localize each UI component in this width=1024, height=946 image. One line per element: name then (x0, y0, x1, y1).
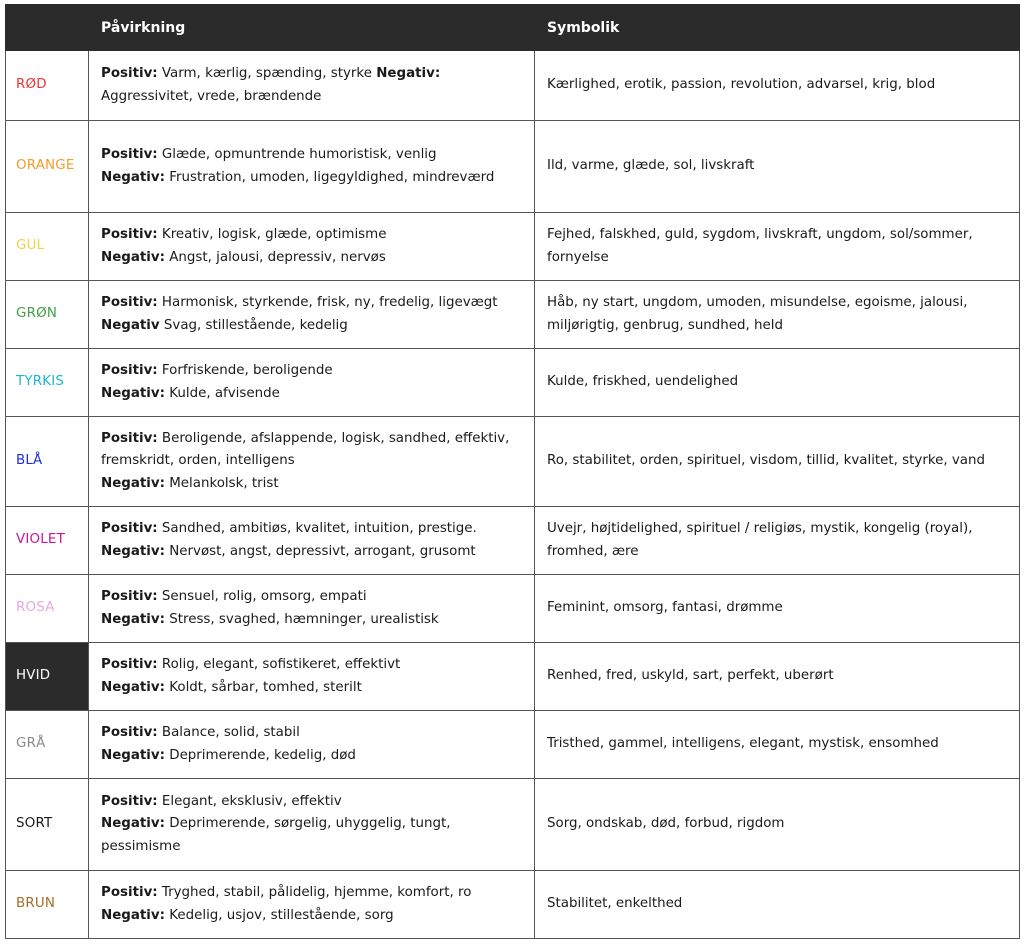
color-name: HVID (6, 643, 89, 711)
positive-text: Forfriskende, beroligende (157, 363, 333, 378)
negative-text: Kedelig, usjov, stillestående, sorg (165, 907, 394, 923)
table-row (6, 121, 1020, 213)
positive-label: Positiv: (101, 295, 158, 310)
color-name: SORT (6, 779, 89, 871)
positive-label: Positiv: (101, 363, 158, 378)
header-row (6, 5, 1020, 51)
color-name: RØD (6, 51, 89, 121)
color-name: GUL (6, 213, 89, 281)
negative-text: Svag, stillestående, kedelig (159, 317, 348, 333)
pavirkning-cell (89, 281, 535, 349)
negative-label: Negativ (101, 317, 160, 333)
symbolik-cell: Stabilitet, enkelthed (535, 871, 1020, 939)
positive-text: Sandhed, ambitiøs, kvalitet, intuition, prestige. (157, 521, 477, 536)
negative-text: Nervøst, angst, depressivt, arrogant, grusomt (165, 543, 476, 559)
table-row (6, 643, 1020, 711)
symbolik-cell: Sorg, ondskab, død, forbud, rigdom (535, 779, 1020, 871)
symbolik-cell: Fejhed, falskhed, guld, sygdom, livskraft, ungdom, sol/sommer, fornyelse (535, 213, 1020, 281)
positive-text: Kreativ, logisk, glæde, optimisme (157, 227, 387, 242)
positive-text: Harmonisk, styrkende, frisk, ny, fredelig, ligevægt (157, 295, 498, 310)
symbolik-cell: Feminint, omsorg, fantasi, drømme (535, 575, 1020, 643)
pavirkning-cell (89, 507, 535, 575)
table-row (6, 349, 1020, 417)
symbolik-cell: Håb, ny start, ungdom, umoden, misundelse, egoisme, jalousi, miljørigtig, genbrug, sundhed, held (535, 281, 1020, 349)
symbolik-cell: Renhed, fred, uskyld, sart, perfekt, uberørt (535, 643, 1020, 711)
color-name: ROSA (6, 575, 89, 643)
negative-label: Negativ: (101, 543, 165, 559)
pavirkning-cell (89, 349, 535, 417)
color-name: GRØN (6, 281, 89, 349)
pavirkning-cell (89, 575, 535, 643)
header-color (6, 5, 89, 51)
positive-text: Tryghed, stabil, pålidelig, hjemme, komfort, ro (157, 885, 472, 900)
table-row (6, 213, 1020, 281)
negative-text: Melankolsk, trist (165, 475, 279, 491)
table-body (6, 51, 1020, 939)
color-name: GRÅ (6, 711, 89, 779)
negative-text: Deprimerende, sørgelig, uhyggelig, tungt, pessimisme (101, 816, 451, 854)
positive-label: Positiv: (101, 430, 158, 446)
color-name: BRUN (6, 871, 89, 939)
table-row (6, 417, 1020, 507)
pavirkning-cell (89, 51, 535, 121)
color-name: TYRKIS (6, 349, 89, 417)
symbolik-cell: Uvejr, højtidelighed, spirituel / religiøs, mystik, kongelig (royal), fromhed, ære (535, 507, 1020, 575)
color-name: ORANGE (6, 121, 89, 213)
positive-label: Positiv: (101, 147, 158, 162)
header-symbolik: Symbolik (535, 5, 1020, 51)
positive-text: Beroligende, afslappende, logisk, sandhed, effektiv, fremskridt, orden, intelligens (101, 430, 510, 469)
header-pavirkning: Påvirkning (89, 5, 535, 51)
symbolik-cell: Tristhed, gammel, intelligens, elegant, mystisk, ensomhed (535, 711, 1020, 779)
color-meaning-table (5, 4, 1020, 939)
negative-text: Kulde, afvisende (165, 385, 280, 401)
negative-label: Negativ: (101, 907, 165, 923)
positive-label: Positiv: (101, 589, 158, 604)
symbolik-cell: Kærlighed, erotik, passion, revolution, advarsel, krig, blod (535, 51, 1020, 121)
positive-text: Sensuel, rolig, omsorg, empati (157, 589, 367, 604)
negative-label: Negativ: (101, 249, 165, 265)
positive-text: Elegant, eksklusiv, effektiv (157, 793, 342, 809)
negative-text: Stress, svaghed, hæmninger, urealistisk (165, 611, 439, 627)
negative-text: Deprimerende, kedelig, død (165, 747, 356, 763)
negative-text: Angst, jalousi, depressiv, nervøs (165, 249, 386, 265)
table-row (6, 711, 1020, 779)
positive-text: Rolig, elegant, sofistikeret, effektivt (157, 657, 401, 672)
table-header (6, 5, 1020, 51)
negative-label: Negativ: (101, 816, 165, 832)
positive-text: Glæde, opmuntrende humoristisk, venlig (157, 147, 437, 162)
negative-text: Frustration, umoden, ligegyldighed, mindreværd (165, 169, 495, 185)
negative-label: Negativ: (101, 679, 165, 695)
positive-label: Positiv: (101, 793, 158, 809)
color-name: VIOLET (6, 507, 89, 575)
positive-text: Varm, kærlig, spænding, styrke (157, 66, 377, 81)
table-row (6, 779, 1020, 871)
pavirkning-cell (89, 417, 535, 507)
pavirkning-cell (89, 121, 535, 213)
positive-label: Positiv: (101, 227, 158, 242)
negative-label: Negativ: (376, 66, 441, 81)
positive-label: Positiv: (101, 885, 158, 900)
positive-label: Positiv: (101, 725, 158, 740)
pavirkning-cell (89, 711, 535, 779)
pavirkning-cell (89, 779, 535, 871)
negative-label: Negativ: (101, 169, 165, 185)
negative-text: Koldt, sårbar, tomhed, sterilt (165, 679, 362, 695)
symbolik-cell: Ro, stabilitet, orden, spirituel, visdom, tillid, kvalitet, styrke, vand (535, 417, 1020, 507)
positive-text: Balance, solid, stabil (157, 725, 300, 740)
symbolik-cell: Ild, varme, glæde, sol, livskraft (535, 121, 1020, 213)
positive-label: Positiv: (101, 521, 158, 536)
pavirkning-cell (89, 213, 535, 281)
negative-label: Negativ: (101, 475, 165, 491)
negative-label: Negativ: (101, 385, 165, 401)
table-row (6, 507, 1020, 575)
color-name: BLÅ (6, 417, 89, 507)
table-row (6, 281, 1020, 349)
pavirkning-cell (89, 643, 535, 711)
symbolik-cell: Kulde, friskhed, uendelighed (535, 349, 1020, 417)
color-table-container (5, 4, 1019, 939)
table-row (6, 871, 1020, 939)
table-row (6, 51, 1020, 121)
negative-text: Aggressivitet, vrede, brændende (101, 88, 322, 104)
table-row (6, 575, 1020, 643)
negative-label: Negativ: (101, 611, 165, 627)
positive-label: Positiv: (101, 66, 158, 81)
negative-label: Negativ: (101, 747, 165, 763)
positive-label: Positiv: (101, 657, 158, 672)
pavirkning-cell (89, 871, 535, 939)
